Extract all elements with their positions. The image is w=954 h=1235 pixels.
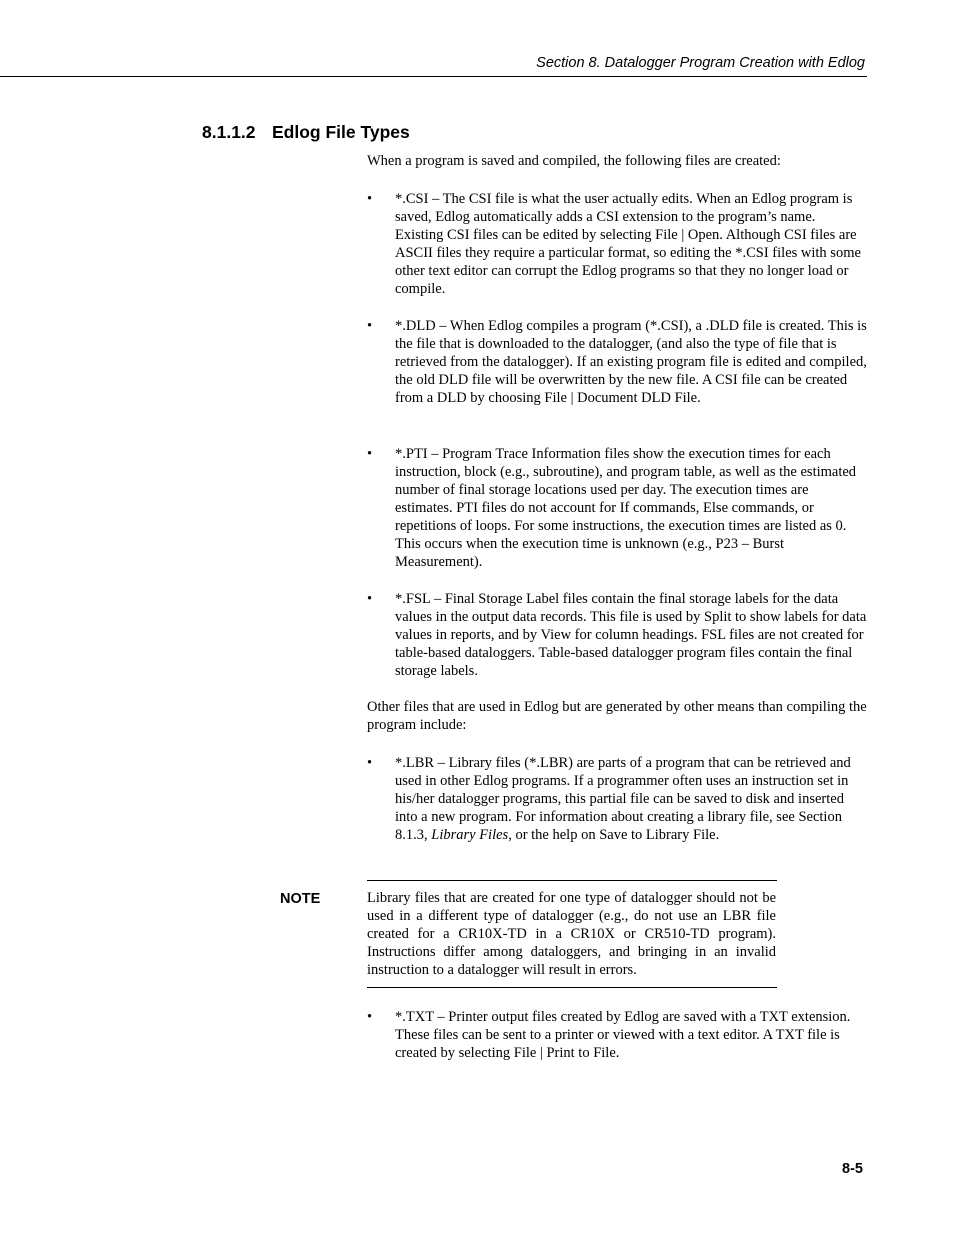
header-rule xyxy=(0,76,867,77)
list-item-text: *.CSI – The CSI file is what the user actually edits. When an Edlog program is saved, Edlog automatically adds a CSI extension to the program’s name. Existing CSI files can be edited by selecting File | Open. Although CSI files are ASCII files they require a particular format, so editing the *.CSI files with some other text editor can corrupt the Edlog programs so that they no longer load or compile. xyxy=(395,191,861,297)
note-text: Library files that are created for one type of datalogger should not be used in a different type of datalogger (e.g., do not use an LBR file created for a CR10X-TD in a CR10X or CR510-TD program). Instructions differ among dataloggers, and bringing in an invalid instruction to a datalogger will result in errors. xyxy=(367,890,776,978)
list-item-lbr xyxy=(367,754,867,844)
library-files-reference: Library Files xyxy=(431,827,509,843)
other-files-paragraph: Other files that are used in Edlog but are generated by other means than compiling the program include: xyxy=(367,699,867,733)
bullet-icon: • xyxy=(367,591,373,607)
list-item-csi xyxy=(367,190,867,298)
bullet-icon: • xyxy=(367,318,373,334)
note-label: NOTE xyxy=(280,891,321,907)
bullet-icon: • xyxy=(367,191,373,207)
note-bottom-rule xyxy=(367,987,777,988)
list-item-pti xyxy=(367,445,867,571)
section-number: 8.1.1.2 xyxy=(202,122,256,142)
intro-paragraph: When a program is saved and compiled, the following files are created: xyxy=(367,153,781,169)
list-item-text: *.FSL – Final Storage Label files contain the final storage labels for the data values in the output data records. This file is used by Split to show labels for data values in reports, and by View for column headings. FSL files are not created for table-based dataloggers. Table-based datalogger program files contain the final storage labels. xyxy=(395,591,867,679)
bullet-icon: • xyxy=(367,446,373,462)
list-item-txt xyxy=(367,1008,867,1062)
running-header: Section 8. Datalogger Program Creation with Edlog xyxy=(536,55,865,71)
list-item-text xyxy=(395,754,867,844)
list-item-text: *.PTI – Program Trace Information files show the execution times for each instruction, block (e.g., subroutine), and program table, as well as the estimated number of final storage locations used per day. The execution times are estimates. PTI files do not account for If commands, Else commands, or repetitions of loops. For some instructions, the execution times are listed as 0. This occurs when the execution time is unknown (e.g., P23 – Burst Measurement). xyxy=(395,446,857,570)
list-item-text: *.DLD – When Edlog compiles a program (*.CSI), a .DLD file is created. This is the file that is downloaded to the datalogger, (and also the type of file that is retrieved from the datalogger). If an existing program file is edited and compiled, the old DLD file will be overwritten by the new file. A CSI file can be created from a DLD by choosing File | Document DLD File. xyxy=(395,318,867,406)
bullet-icon: • xyxy=(367,1009,373,1025)
section-heading xyxy=(202,122,410,143)
note-top-rule xyxy=(367,880,777,881)
bullet-icon: • xyxy=(367,755,373,771)
list-item-fsl xyxy=(367,590,867,680)
list-item-dld xyxy=(367,317,867,407)
list-item-text: *.TXT – Printer output files created by Edlog are saved with a TXT extension. These files can be sent to a printer or viewed with a text editor. A TXT file is created by selecting File | Print to File. xyxy=(395,1009,851,1061)
lbr-text-start: *.LBR – Library files (*.LBR) are parts of a program that can be retrieved and used in other Edlog programs. If a programmer often uses an instruction set in his/her datalogger programs, this partial file can be saved to disk and inserted into a new program. For information about creating a library file, see Section 8.1.3, xyxy=(395,755,851,843)
section-title: Edlog File Types xyxy=(272,122,410,142)
page-number: 8-5 xyxy=(842,1161,863,1177)
lbr-text-end: , or the help on Save to Library File. xyxy=(508,827,720,843)
